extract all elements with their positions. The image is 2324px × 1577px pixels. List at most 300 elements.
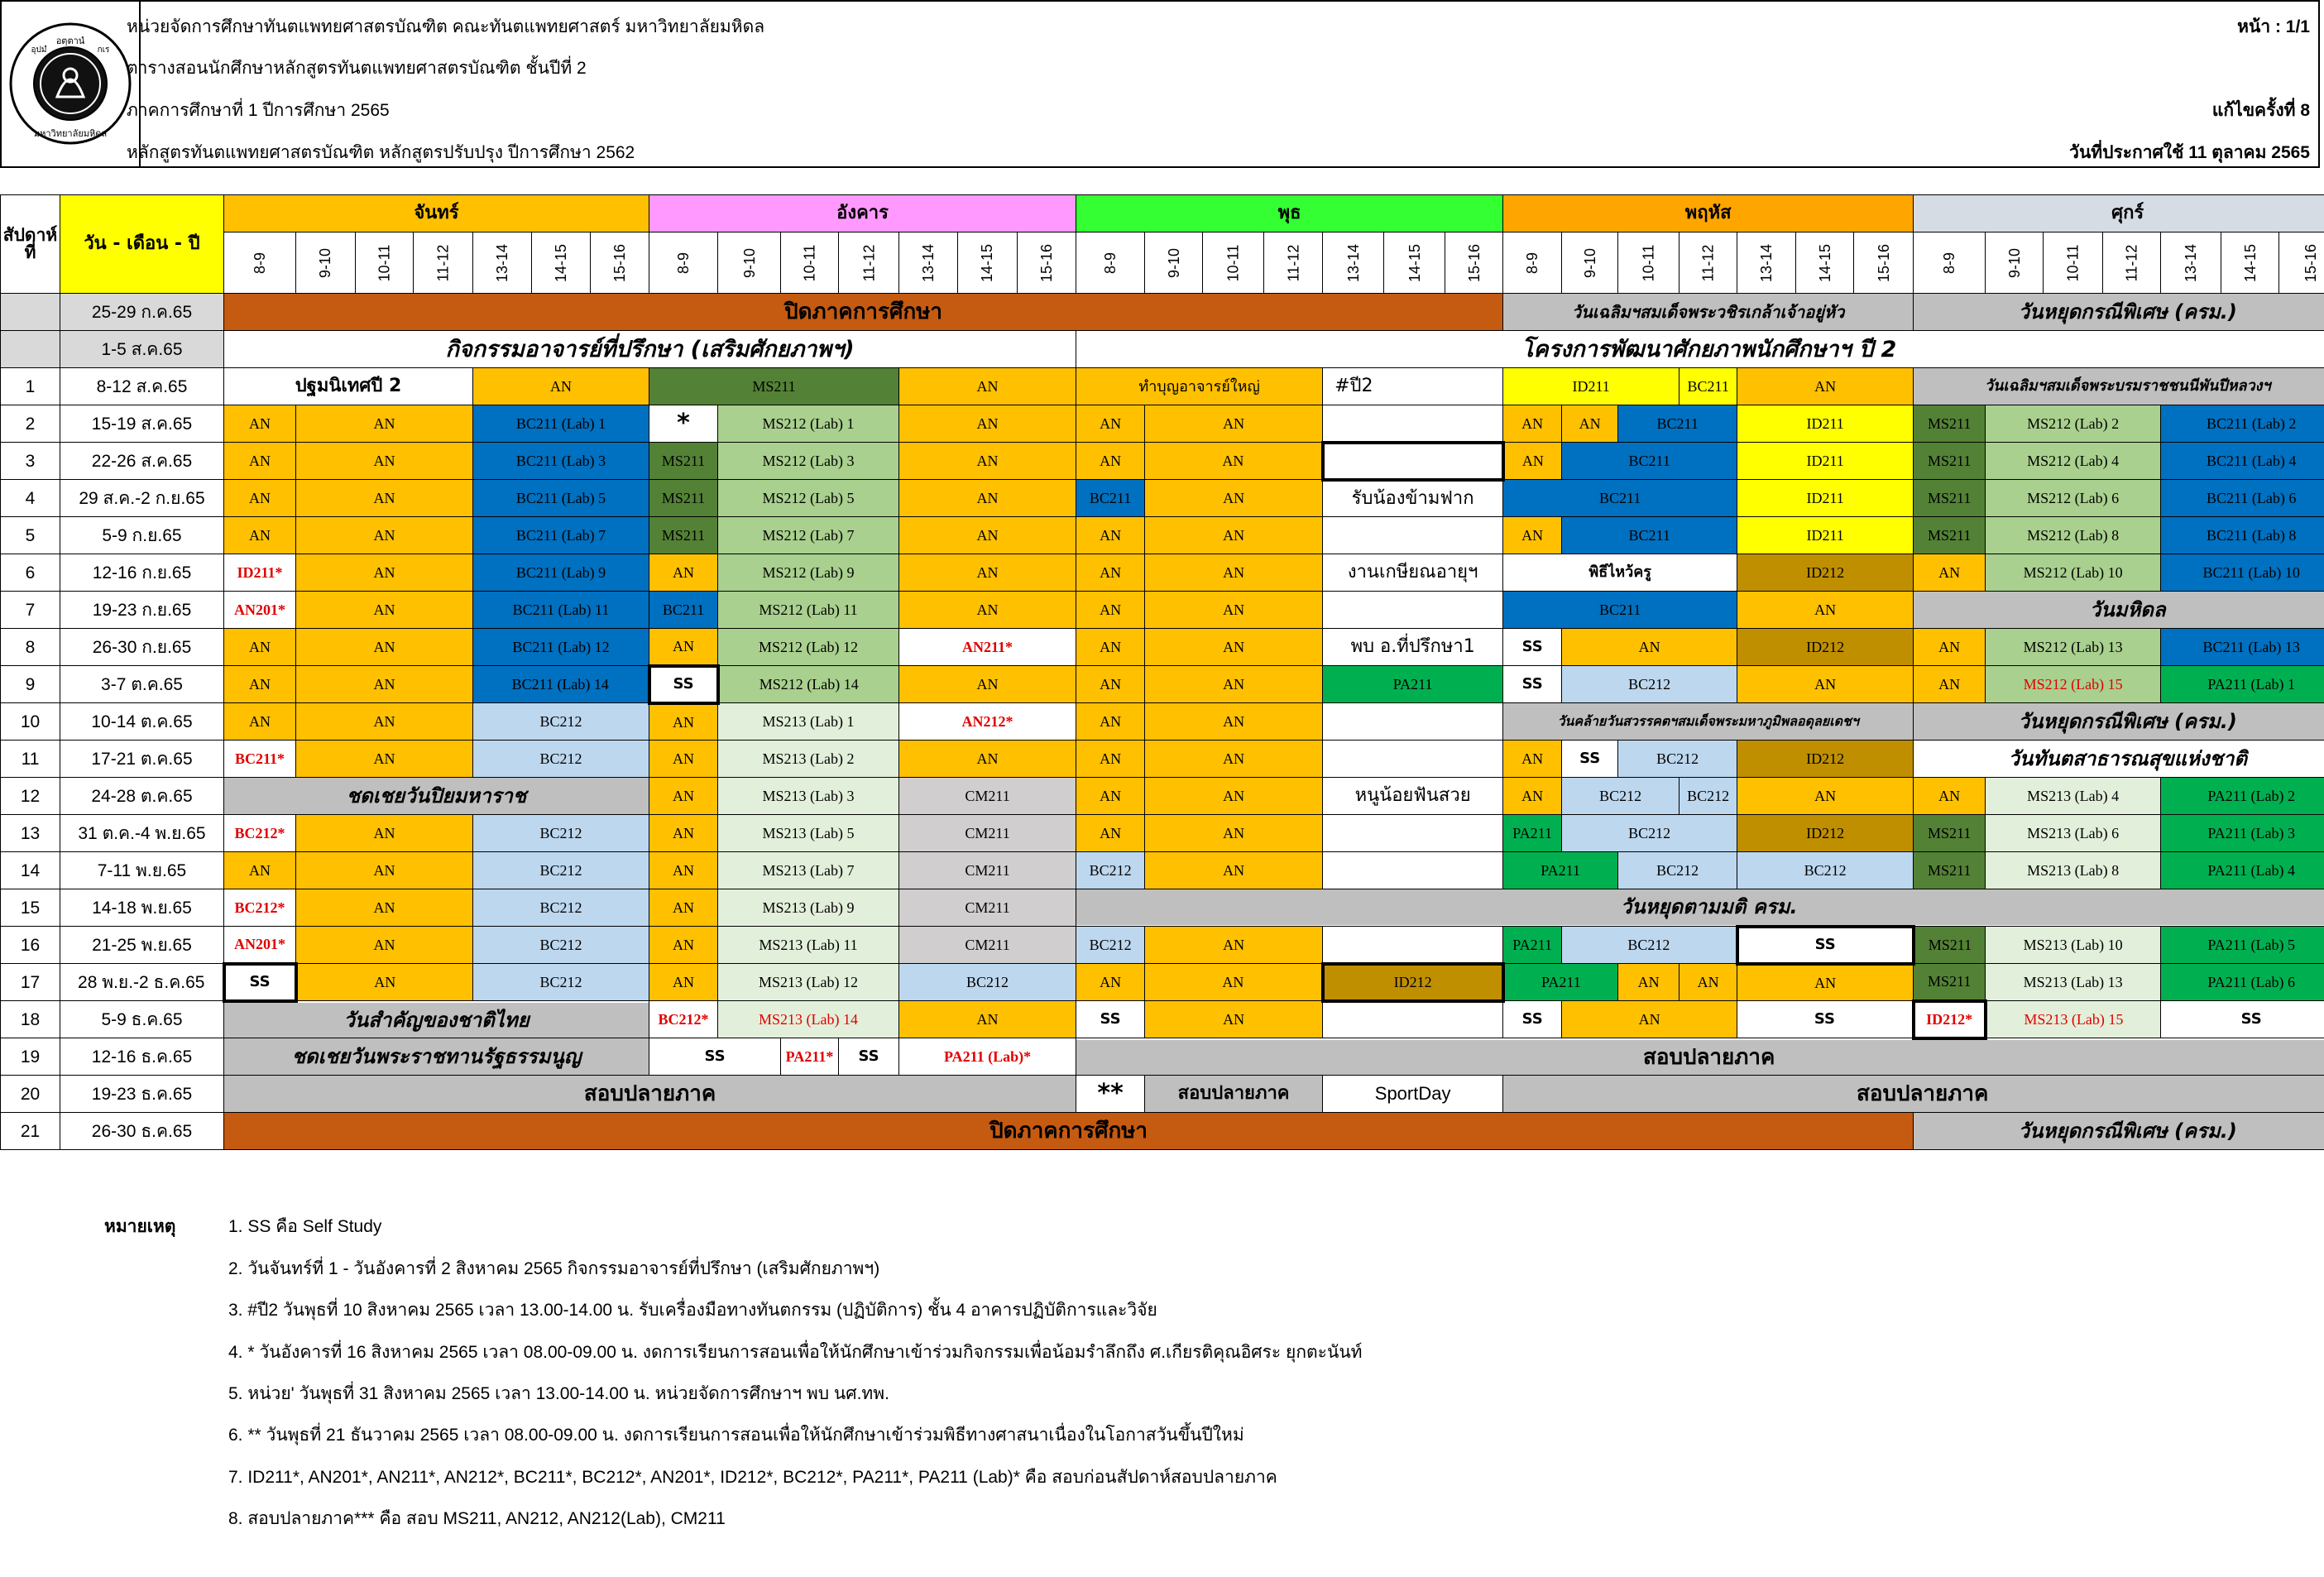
slot: 11-12 [839, 232, 899, 294]
class-cell: BC211 [1076, 480, 1145, 517]
class-cell: BC211 [1562, 443, 1737, 480]
class-cell: CM211 [899, 889, 1076, 927]
class-cell: ID211 [1737, 405, 1914, 443]
class-cell: AN [296, 964, 473, 1001]
class-cell: AN [899, 443, 1076, 480]
class-cell: AN [649, 815, 718, 852]
date-cell: 26-30 ก.ย.65 [60, 629, 224, 666]
note-item: 4. * วันอังคารที่ 16 สิงหาคม 2565 เวลา 08.00-09.00 น. งดการเรียนการสอนเพื่อให้นักศึกษาเข้าร่วมกิจกรรมเพื่อน้อมรำลึกถึง ศ.เกียรติคุณอิศระ ยุกตะนันท์ [228, 1343, 1363, 1362]
class-cell: MS213 (Lab) 12 [718, 964, 899, 1001]
slot: 15-16 [2279, 232, 2324, 294]
note-item: 6. ** วันพุธที่ 21 ธันวาคม 2565 เวลา 08.00-09.00 น. งดการเรียนการสอนเพื่อให้นักศึกษาเข้าร่วมพิธีทางศาสนาเนื่องในโอกาสวันขึ้นปีใหม่ [228, 1426, 1244, 1445]
class-cell: AN [1503, 741, 1562, 778]
table-row [1, 405, 2324, 443]
class-cell: AN [1076, 815, 1145, 852]
class-cell: PA211 (Lab) 2 [2161, 778, 2324, 815]
class-cell: AN [1503, 405, 1562, 443]
class-cell: MS213 (Lab) 10 [1986, 927, 2161, 964]
class-cell: AN [1076, 964, 1145, 1001]
class-cell: CM211 [899, 927, 1076, 964]
class-cell: AN [224, 517, 296, 554]
class-cell: MS211 [649, 368, 899, 405]
note-item: 5. หน่วย' วันพุธที่ 31 สิงหาคม 2565 เวลา 13.00-14.00 น. หน่วยจัดการศึกษาฯ พบ นศ.ทพ. [228, 1384, 889, 1403]
class-cell: SportDay [1323, 1076, 1503, 1113]
class-cell: BC211 (Lab) 9 [473, 554, 649, 592]
class-cell: AN [296, 480, 473, 517]
class-cell: AN [296, 927, 473, 964]
class-cell: SS [1737, 927, 1914, 964]
class-cell: BC211 (Lab) 13 [2161, 629, 2324, 666]
class-cell: AN [1145, 666, 1323, 703]
class-cell: MS212 (Lab) 11 [718, 592, 899, 629]
slot: 8-9 [1076, 232, 1145, 294]
class-cell: AN [1503, 517, 1562, 554]
week-cell: 18 [1, 1001, 60, 1038]
week-cell: 14 [1, 852, 60, 889]
class-cell: AN [296, 666, 473, 703]
date-cell: 12-16 ธ.ค.65 [60, 1038, 224, 1076]
class-cell: MS211 [1914, 480, 1986, 517]
class-cell: AN [1737, 964, 1914, 1001]
week-cell [1, 331, 60, 368]
class-cell: AN [1914, 778, 1986, 815]
class-cell: AN [224, 405, 296, 443]
slot: 11-12 [1264, 232, 1323, 294]
class-cell: MS213 (Lab) 4 [1986, 778, 2161, 815]
slot: 10-11 [781, 232, 839, 294]
exam-cell: AN212* [899, 703, 1076, 741]
note-item: 1. SS คือ Self Study [228, 1217, 382, 1236]
date-cell: 10-14 ต.ค.65 [60, 703, 224, 741]
class-cell: MS213 (Lab) 3 [718, 778, 899, 815]
exam-cell: AN201* [224, 592, 296, 629]
slot: 14-15 [1384, 232, 1445, 294]
class-cell: BC212 [1076, 927, 1145, 964]
note-item: 2. วันจันทร์ที่ 1 - วันอังคารที่ 2 สิงหาคม 2565 กิจกรรมอาจารย์ที่ปรึกษา (เสริมศักยภาพฯ) [228, 1259, 880, 1278]
class-cell: AN [899, 741, 1076, 778]
class-cell: AN [1076, 517, 1145, 554]
day-header-thu: พฤหัส [1503, 195, 1914, 232]
class-cell: AN [1503, 778, 1562, 815]
week-cell: 3 [1, 443, 60, 480]
class-cell: MS213 (Lab) 9 [718, 889, 899, 927]
class-cell: * [649, 405, 718, 443]
exam-period-cell: สอบปลายภาค [1503, 1076, 2324, 1113]
class-cell: AN [1914, 666, 1986, 703]
class-cell [1323, 592, 1503, 629]
class-cell: MS211 [1914, 517, 1986, 554]
class-cell [1323, 815, 1503, 852]
week-cell: 4 [1, 480, 60, 517]
class-cell [1323, 852, 1503, 889]
university-logo [2, 2, 141, 166]
class-cell: BC211 [649, 592, 718, 629]
class-cell: AN [1145, 480, 1323, 517]
schedule-table [0, 194, 2324, 1150]
class-cell: BC212 [899, 964, 1076, 1001]
closed-cell: ปิดภาคการศึกษา [224, 294, 1503, 331]
class-cell: PA211 (Lab) 5 [2161, 927, 2324, 964]
class-cell: BC212 [1562, 778, 1680, 815]
class-cell: BC212 [1562, 666, 1737, 703]
slot: 9-10 [1562, 232, 1618, 294]
class-cell: AN [1737, 666, 1914, 703]
class-cell: AN [1076, 405, 1145, 443]
date-cell: 14-18 พ.ย.65 [60, 889, 224, 927]
class-cell: BC212 [473, 964, 649, 1001]
class-cell: BC212 [473, 703, 649, 741]
class-cell: PA211 (Lab) 1 [2161, 666, 2324, 703]
class-cell: MS211 [649, 443, 718, 480]
week-cell: 2 [1, 405, 60, 443]
class-cell: AN [1145, 1001, 1323, 1038]
slot: 13-14 [473, 232, 532, 294]
slot: 11-12 [1680, 232, 1737, 294]
class-cell: MS212 (Lab) 1 [718, 405, 899, 443]
svg-text:กเร: กเร [97, 46, 110, 55]
class-cell: MS212 (Lab) 3 [718, 443, 899, 480]
date-cell: 3-7 ต.ค.65 [60, 666, 224, 703]
class-cell: AN [296, 405, 473, 443]
svg-text:อตฺตานํ: อตฺตานํ [55, 36, 85, 46]
slot: 8-9 [649, 232, 718, 294]
class-cell: AN [296, 741, 473, 778]
note-item: 7. ID211*, AN201*, AN211*, AN212*, BC211*, BC212*, AN201*, ID212*, BC212*, PA211*, PA211 (Lab)* คือ สอบก่อนสัปดาห์สอบปลายภาค [228, 1468, 1277, 1487]
slot: 15-16 [1445, 232, 1503, 294]
table-row [1, 480, 2324, 517]
class-cell: #ปี2 [1323, 368, 1503, 405]
week-header: สัปดาห์ที่ [1, 195, 60, 294]
table-row [1, 443, 2324, 480]
exam-cell: BC211* [224, 741, 296, 778]
class-cell: AN [1145, 852, 1323, 889]
class-cell: MS211 [1914, 405, 1986, 443]
slot: 15-16 [1854, 232, 1914, 294]
closed-cell: ปิดภาคการศึกษา [224, 1113, 1914, 1150]
exam-cell: BC212* [649, 1001, 718, 1038]
week-cell: 8 [1, 629, 60, 666]
class-cell: AN [649, 927, 718, 964]
class-cell: BC211 (Lab) 4 [2161, 443, 2324, 480]
class-cell: SS [649, 666, 718, 703]
class-cell: SS [1503, 666, 1562, 703]
class-cell: MS212 (Lab) 10 [1986, 554, 2161, 592]
class-cell: AN [1145, 964, 1323, 1001]
class-cell: AN [649, 629, 718, 666]
class-cell: ปฐมนิเทศปี 2 [224, 368, 473, 405]
week-cell: 15 [1, 889, 60, 927]
class-cell: BC212 [1618, 852, 1737, 889]
class-cell [1323, 927, 1503, 964]
class-cell: BC211 (Lab) 7 [473, 517, 649, 554]
slot: 15-16 [591, 232, 649, 294]
class-cell: MS212 (Lab) 5 [718, 480, 899, 517]
class-cell: BC211 (Lab) 3 [473, 443, 649, 480]
class-cell: BC211 (Lab) 10 [2161, 554, 2324, 592]
class-cell: MS211 [649, 517, 718, 554]
class-cell: AN [899, 405, 1076, 443]
table-row [1, 294, 2324, 331]
class-cell: ID211 [1737, 480, 1914, 517]
class-cell: BC211 [1680, 368, 1737, 405]
class-cell: BC212 [1618, 741, 1737, 778]
class-cell: BC212 [473, 741, 649, 778]
holiday-cell: วันเฉลิมฯสมเด็จพระวชิรเกล้าเจ้าอยู่หัว [1503, 294, 1914, 331]
class-cell: AN [1503, 443, 1562, 480]
class-cell [1323, 1001, 1503, 1038]
class-cell: BC211 (Lab) 8 [2161, 517, 2324, 554]
class-cell: SS [839, 1038, 899, 1076]
class-cell: PA211 [1503, 964, 1618, 1001]
activity-cell: โครงการพัฒนาศักยภาพนักศึกษาฯ ปี 2 [1076, 331, 2324, 368]
header-curriculum: หลักสูตรทันตแพทยศาสตรบัณฑิต หลักสูตรปรับปรุง ปีการศึกษา 2562 [127, 143, 635, 162]
class-cell: AN [1076, 554, 1145, 592]
class-cell: SS [1076, 1001, 1145, 1038]
exam-period-cell: สอบปลายภาค [224, 1076, 1076, 1113]
class-cell: AN [296, 629, 473, 666]
holiday-cell: วันหยุดกรณีพิเศษ (ครม.) [1914, 703, 2324, 741]
week-cell: 5 [1, 517, 60, 554]
exam-cell: BC212* [224, 889, 296, 927]
slot: 9-10 [718, 232, 781, 294]
class-cell: PA211 (Lab) 4 [2161, 852, 2324, 889]
date-cell: 12-16 ก.ย.65 [60, 554, 224, 592]
class-cell: AN [899, 368, 1076, 405]
class-cell: AN [899, 517, 1076, 554]
week-cell: 17 [1, 964, 60, 1001]
class-cell: AN [224, 852, 296, 889]
class-cell: BC211 (Lab) 6 [2161, 480, 2324, 517]
table-row [1, 964, 2324, 1001]
exam-cell: PA211 (Lab)* [899, 1038, 1076, 1076]
day-header-mon: จันทร์ [224, 195, 649, 232]
slot: 15-16 [1018, 232, 1076, 294]
class-cell: AN [1076, 741, 1145, 778]
class-cell: AN [899, 554, 1076, 592]
class-cell [1323, 443, 1503, 480]
slot: 11-12 [2103, 232, 2161, 294]
class-cell: CM211 [899, 778, 1076, 815]
table-row [1, 666, 2324, 703]
slot: 14-15 [1796, 232, 1854, 294]
class-cell: AN [899, 592, 1076, 629]
slot: 8-9 [1503, 232, 1562, 294]
svg-text:มหาวิทยาลัยมหิดล: มหาวิทยาลัยมหิดล [33, 128, 108, 139]
class-cell: AN [296, 517, 473, 554]
class-cell: AN [1076, 778, 1145, 815]
class-cell: MS213 (Lab) 8 [1986, 852, 2161, 889]
day-header-fri: ศุกร์ [1914, 195, 2324, 232]
class-cell: BC212 [1076, 852, 1145, 889]
class-cell: AN [649, 703, 718, 741]
class-cell: AN [649, 964, 718, 1001]
class-cell: MS212 (Lab) 15 [1986, 666, 2161, 703]
class-cell: AN [1914, 629, 1986, 666]
header-unit: หน่วยจัดการศึกษาทันตแพทยศาสตรบัณฑิต คณะทันตแพทยศาสตร์ มหาวิทยาลัยมหิดล [127, 17, 765, 36]
class-cell: AN [1145, 927, 1323, 964]
class-cell: MS213 (Lab) 5 [718, 815, 899, 852]
class-cell: AN [649, 741, 718, 778]
activity-cell: กิจกรรมอาจารย์ที่ปรึกษา (เสริมศักยภาพฯ) [224, 331, 1076, 368]
day-header-wed: พุธ [1076, 195, 1503, 232]
table-row [1, 517, 2324, 554]
class-cell: BC211 [1618, 405, 1737, 443]
table-row [1, 1113, 2324, 1150]
week-cell [1, 294, 60, 331]
holiday-cell: วันคล้ายวันสวรรคตฯสมเด็จพระมหาภูมิพลอดุลยเดชฯ [1503, 703, 1914, 741]
table-row [1, 852, 2324, 889]
week-cell: 10 [1, 703, 60, 741]
holiday-cell: วันหยุดกรณีพิเศษ (ครม.) [1914, 1113, 2324, 1150]
holiday-cell: วันทันตสาธารณสุขแห่งชาติ [1914, 741, 2324, 778]
class-cell: AN [1076, 592, 1145, 629]
class-cell: SS [1562, 741, 1618, 778]
exam-period-cell: สอบปลายภาค [1076, 1038, 2324, 1076]
exam-cell: AN211* [899, 629, 1076, 666]
table-row [1, 629, 2324, 666]
class-cell: AN [899, 1001, 1076, 1038]
class-cell: AN [1737, 778, 1914, 815]
week-cell: 13 [1, 815, 60, 852]
exam-cell: ID212* [1914, 1001, 1986, 1038]
class-cell: หนูน้อยฟันสวย [1323, 778, 1503, 815]
date-cell: 17-21 ต.ค.65 [60, 741, 224, 778]
class-cell: AN [296, 443, 473, 480]
class-cell: MS211 [1914, 852, 1986, 889]
table-row [1, 703, 2324, 741]
date-cell: 15-19 ส.ค.65 [60, 405, 224, 443]
class-cell: AN [899, 480, 1076, 517]
date-cell: 31 ต.ค.-4 พ.ย.65 [60, 815, 224, 852]
class-cell: AN [1076, 703, 1145, 741]
slot: 9-10 [1986, 232, 2044, 294]
holiday-cell: วันสำคัญของชาติไทย [224, 1001, 649, 1038]
class-cell: BC212 [1680, 778, 1737, 815]
class-cell: BC212 [1562, 927, 1737, 964]
class-cell: AN [1145, 554, 1323, 592]
date-cell: 29 ส.ค.-2 ก.ย.65 [60, 480, 224, 517]
class-cell: MS212 (Lab) 7 [718, 517, 899, 554]
date-cell: 28 พ.ย.-2 ธ.ค.65 [60, 964, 224, 1001]
week-cell: 7 [1, 592, 60, 629]
week-cell: 21 [1, 1113, 60, 1150]
holiday-cell: วันเฉลิมฯสมเด็จพระบรมราชชนนีพันปีหลวงฯ [1914, 368, 2324, 405]
class-cell: MS213 (Lab) 13 [1986, 964, 2161, 1001]
slot: 9-10 [296, 232, 356, 294]
slot: 10-11 [1618, 232, 1680, 294]
class-cell [1323, 741, 1503, 778]
class-cell: AN [1737, 592, 1914, 629]
class-cell: AN [224, 703, 296, 741]
class-cell: MS213 (Lab) 1 [718, 703, 899, 741]
class-cell: AN [1145, 443, 1323, 480]
class-cell: AN [473, 368, 649, 405]
class-cell: MS212 (Lab) 8 [1986, 517, 2161, 554]
class-cell: PA211 [1503, 815, 1562, 852]
table-row [1, 1038, 2324, 1076]
slot: 13-14 [899, 232, 958, 294]
note-item: 3. #ปี2 วันพุธที่ 10 สิงหาคม 2565 เวลา 13.00-14.00 น. รับเครื่องมือทางทันตกรรม (ปฏิบัติการ) ชั้น 4 อาคารปฏิบัติการและวิจัย [228, 1301, 1157, 1320]
class-cell: BC212 [473, 815, 649, 852]
date-cell: 22-26 ส.ค.65 [60, 443, 224, 480]
class-cell: AN [1562, 1001, 1737, 1038]
holiday-cell: วันหยุดกรณีพิเศษ (ครม.) [1914, 294, 2324, 331]
date-cell: 7-11 พ.ย.65 [60, 852, 224, 889]
class-cell: ID212 [1737, 741, 1914, 778]
class-cell: AN [296, 852, 473, 889]
class-cell: BC212 [473, 927, 649, 964]
class-cell: SS [1503, 1001, 1562, 1038]
class-cell: MS211 [649, 480, 718, 517]
class-cell: BC212 [473, 889, 649, 927]
class-cell: MS211 [1914, 927, 1986, 964]
week-cell: 11 [1, 741, 60, 778]
date-cell: 8-12 ส.ค.65 [60, 368, 224, 405]
week-cell: 20 [1, 1076, 60, 1113]
table-row [1, 592, 2324, 629]
class-cell: MS211 [1914, 964, 1986, 1001]
class-cell: BC211 (Lab) 12 [473, 629, 649, 666]
slot: 8-9 [1914, 232, 1986, 294]
exam-cell: BC212* [224, 815, 296, 852]
class-cell: MS213 (Lab) 15 [1986, 1001, 2161, 1038]
date-cell: 19-23 ธ.ค.65 [60, 1076, 224, 1113]
class-cell: AN [296, 815, 473, 852]
class-cell [1323, 703, 1503, 741]
class-cell: ID211 [1737, 517, 1914, 554]
holiday-cell: ชดเชยวันปิยมหาราช [224, 778, 649, 815]
class-cell: SS [1503, 629, 1562, 666]
slot: 8-9 [224, 232, 296, 294]
week-cell: 1 [1, 368, 60, 405]
class-cell: AN [224, 443, 296, 480]
class-cell: AN [224, 666, 296, 703]
class-cell: AN [296, 592, 473, 629]
class-cell: MS211 [1914, 815, 1986, 852]
class-cell: MS212 (Lab) 14 [718, 666, 899, 703]
class-cell: AN [1562, 405, 1618, 443]
date-header: วัน - เดือน - ปี [60, 195, 224, 294]
slot: 11-12 [414, 232, 473, 294]
class-cell: BC211 (Lab) 2 [2161, 405, 2324, 443]
class-cell [1323, 405, 1503, 443]
date-cell: 1-5 ส.ค.65 [60, 331, 224, 368]
exam-cell: PA211* [781, 1038, 839, 1076]
class-cell: BC212 [1562, 815, 1737, 852]
note-item: 8. สอบปลายภาค*** คือ สอบ MS211, AN212, AN212(Lab), CM211 [228, 1509, 726, 1528]
slot: 13-14 [2161, 232, 2221, 294]
slot: 14-15 [958, 232, 1018, 294]
class-cell: CM211 [899, 852, 1076, 889]
class-cell: AN [1145, 778, 1323, 815]
class-cell: งานเกษียณอายุฯ [1323, 554, 1503, 592]
class-cell: AN [1076, 666, 1145, 703]
class-cell: ทำบุญอาจารย์ใหญ่ [1076, 368, 1323, 405]
slot: 10-11 [1203, 232, 1264, 294]
class-cell: PA211 [1503, 852, 1618, 889]
class-cell: BC211 [1503, 480, 1737, 517]
class-cell: BC211 (Lab) 5 [473, 480, 649, 517]
class-cell: MS213 (Lab) 2 [718, 741, 899, 778]
class-cell: MS212 (Lab) 6 [1986, 480, 2161, 517]
exam-cell: ID211* [224, 554, 296, 592]
date-cell: 5-9 ก.ย.65 [60, 517, 224, 554]
class-cell: SS [649, 1038, 781, 1076]
class-cell: PA211 (Lab) 6 [2161, 964, 2324, 1001]
class-cell: AN [649, 889, 718, 927]
class-cell: MS213 (Lab) 11 [718, 927, 899, 964]
class-cell: AN [649, 852, 718, 889]
